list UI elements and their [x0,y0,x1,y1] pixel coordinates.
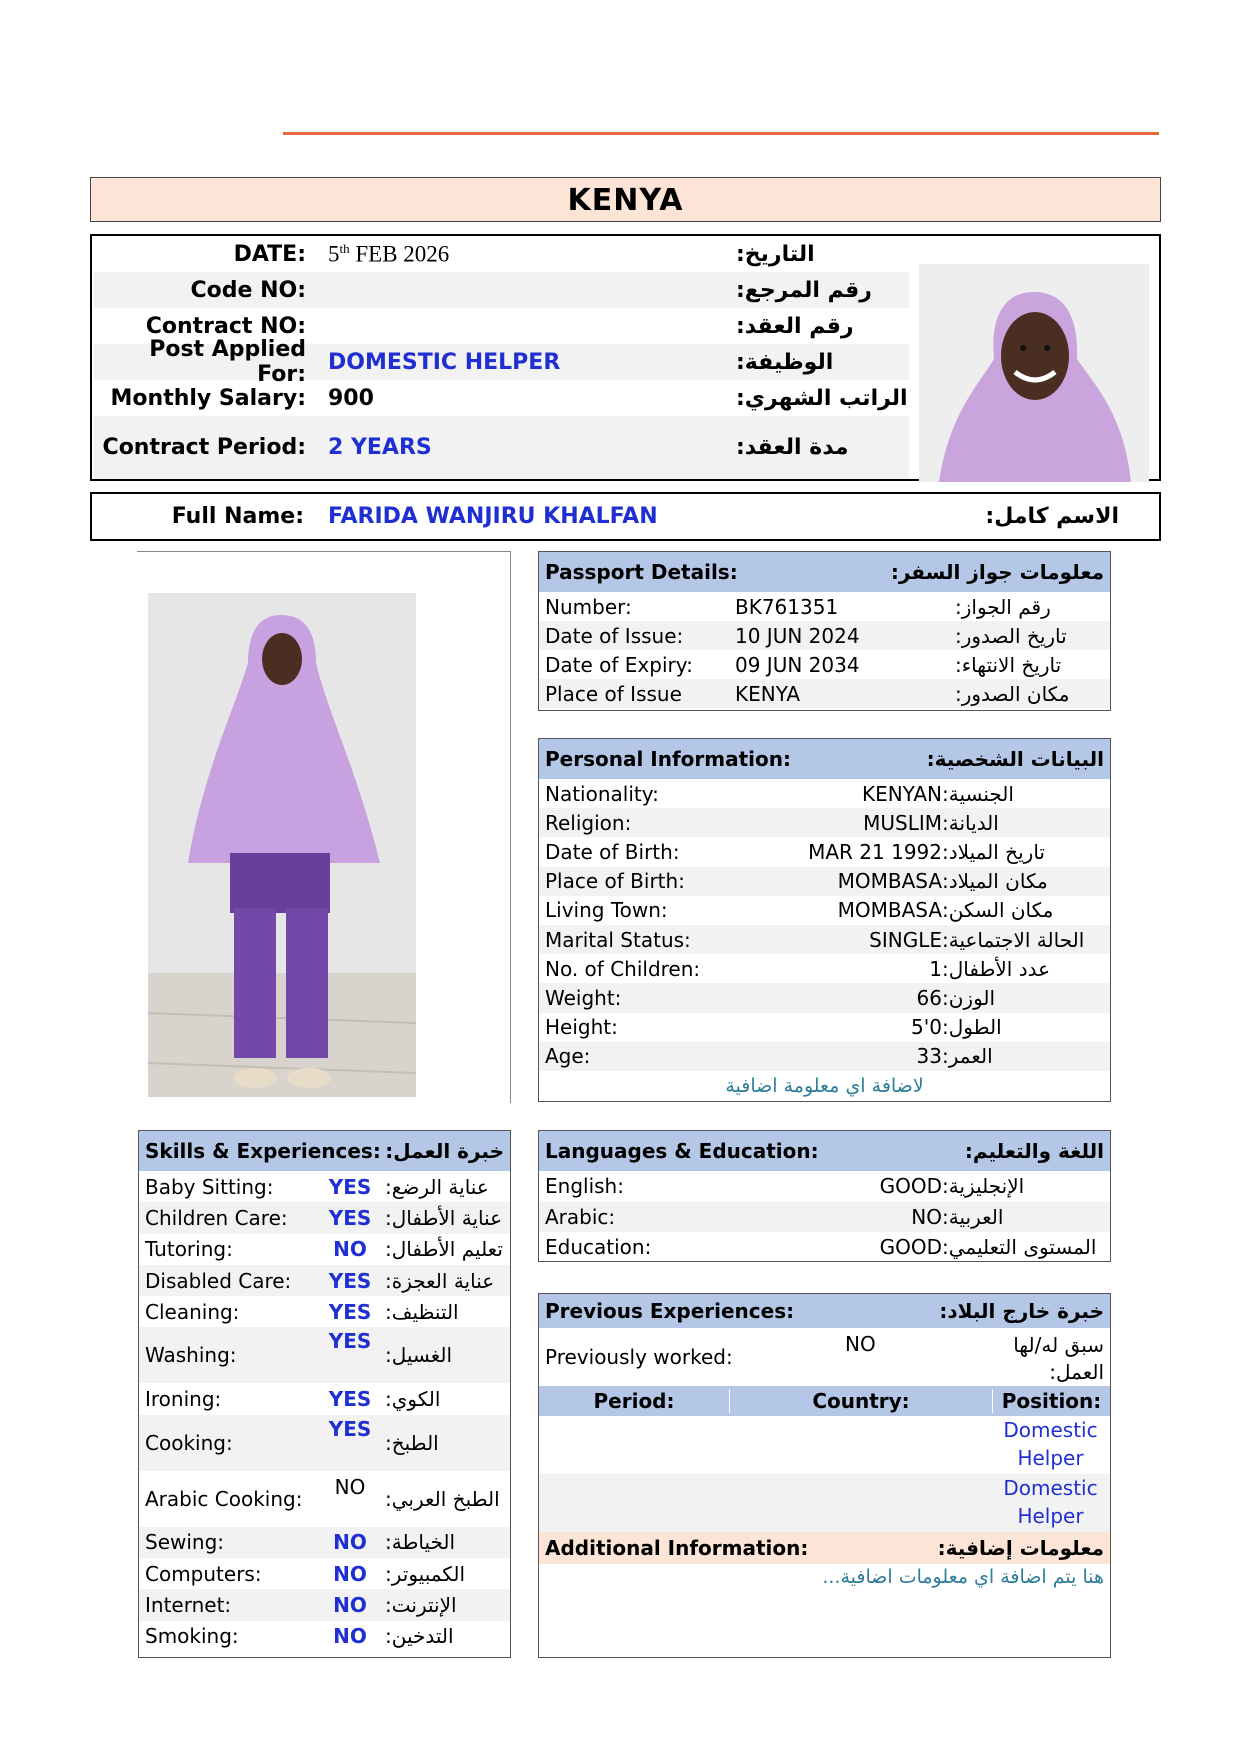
salary-label: Monthly Salary: [110,385,306,411]
skill-label: Sewing: [145,1530,225,1555]
header-box [90,234,1161,481]
skills-panel [138,1130,511,1658]
period-value: 2 YEARS [328,435,432,460]
skill-row [139,1171,510,1202]
skill-value: YES [328,1329,372,1354]
passport-label: Date of Issue: [545,623,684,648]
personal-label-ar: الحالة الاجتماعية: [942,927,1085,952]
personal-value: 33 [916,1044,942,1069]
skill-label: Internet: [145,1593,232,1618]
country-title: KENYA [90,177,1161,222]
personal-row [539,983,1110,1012]
skill-row [139,1415,510,1471]
skill-row [139,1621,510,1652]
skill-value: NO [333,1561,367,1586]
full-name-value: FARIDA WANJIRU KHALFAN [328,504,658,529]
personal-row [539,1013,1110,1042]
personal-row [539,954,1110,983]
position-line: Domestic [1003,1476,1098,1500]
personal-note: لاضافة اي معلومة اضافية [725,1074,924,1097]
full-name-box [90,492,1161,541]
personal-label: Nationality: [545,781,659,806]
personal-label: No. of Children: [545,956,701,981]
experience-country [729,1416,991,1474]
personal-title-ar: البيانات الشخصية: [926,747,1104,771]
post-value: DOMESTIC HELPER [328,349,561,375]
skill-label: Baby Sitting: [145,1174,274,1199]
language-label: Education: [545,1235,652,1260]
passport-label: Place of Issue [545,681,682,706]
position-line: Helper [1017,1446,1084,1470]
passport-label-ar: رقم الجواز: [955,594,1051,619]
personal-row [539,1042,1110,1071]
skill-row [139,1265,510,1296]
skill-value: YES [328,1416,372,1441]
experience-row [539,1474,1110,1532]
date-label-ar: التاريخ: [736,241,815,267]
contract-label-ar: رقم العقد: [736,313,854,339]
headshot-photo [919,264,1149,482]
skill-value: YES [328,1387,372,1412]
skills-header [139,1131,510,1171]
skill-row [139,1527,510,1558]
skill-row [139,1383,510,1414]
personal-value: KENYAN [861,781,942,806]
personal-value: MUSLIM [863,810,942,835]
passport-row [539,592,1110,621]
skill-label-ar: الخياطة: [385,1530,456,1555]
skill-row [139,1296,510,1327]
personal-label-ar: الطول: [942,1015,1002,1040]
passport-row [539,650,1110,679]
language-label-ar: الإنجليزية: [942,1174,1025,1199]
passport-header [539,552,1110,592]
skill-row [139,1234,510,1265]
code-row [94,272,909,308]
experience-period [539,1416,729,1474]
period-label-ar: مدة العقد: [736,435,849,460]
personal-label: Age: [545,1044,591,1069]
personal-label: Weight: [545,985,622,1010]
language-row [539,1202,1110,1233]
skill-value: NO [333,1530,367,1555]
languages-header [539,1131,1110,1171]
language-label-ar: المستوى التعليمي: [942,1235,1097,1260]
period-label: Contract Period: [102,435,306,460]
experience-table-header [539,1386,1110,1416]
skill-label: Computers: [145,1561,262,1586]
language-row [539,1171,1110,1202]
skill-row [139,1327,510,1383]
top-rule [283,132,1159,135]
previous-title-ar: خبرة خارج البلاد: [939,1299,1104,1323]
skill-label-ar: عناية الرضع: [385,1174,489,1199]
passport-value: BK761351 [735,594,839,619]
skill-value: YES [328,1299,372,1324]
period-row [94,416,909,479]
personal-value: SINGLE [869,927,942,952]
contract-label: Contract NO: [145,313,306,339]
skill-row [139,1558,510,1589]
position-line: Helper [1017,1504,1084,1528]
full-name-label: Full Name: [171,504,304,529]
salary-value: 900 [328,385,374,411]
skill-label: Washing: [145,1343,237,1368]
personal-row [539,779,1110,808]
passport-value: 09 JUN 2034 [735,652,860,677]
personal-label-ar: الوزن: [942,985,996,1010]
post-label-ar: الوظيفة: [736,349,834,375]
passport-value: 10 JUN 2024 [735,623,860,648]
personal-label-ar: الديانة: [942,810,999,835]
skill-label: Smoking: [145,1624,239,1649]
personal-header [539,739,1110,779]
additional-title: Additional Information: [545,1536,809,1560]
passport-row [539,621,1110,650]
personal-value: 1 [929,956,942,981]
personal-row [539,925,1110,954]
personal-label-ar: العمر: [942,1044,993,1069]
full-name-label-ar: الاسم كامل: [985,504,1119,529]
previous-panel [538,1293,1111,1658]
previously-worked-row [539,1328,1110,1386]
personal-panel [538,738,1111,1102]
personal-row [539,837,1110,866]
skill-label-ar: الإنترنت: [385,1593,457,1618]
experience-position [991,1416,1110,1474]
personal-value: 66 [916,985,942,1010]
language-value: GOOD [879,1235,942,1260]
passport-row [539,679,1110,708]
code-label-ar: رقم المرجع: [736,277,872,303]
previously-worked-value: NO [845,1332,876,1356]
language-value: NO [911,1204,942,1229]
previous-title: Previous Experiences: [545,1299,795,1323]
skill-value: YES [328,1205,372,1230]
salary-label-ar: الراتب الشهري: [736,385,908,411]
language-label: Arabic: [545,1204,616,1229]
language-value: GOOD [879,1174,942,1199]
passport-label-ar: تاريخ الانتهاء: [955,652,1062,677]
languages-panel [538,1130,1111,1262]
passport-label-ar: تاريخ الصدور: [955,623,1067,648]
skills-title: Skills & Experiences: [145,1139,381,1163]
skill-value: NO [334,1474,366,1499]
passport-title: Passport Details: [545,560,738,584]
skill-row [139,1471,510,1527]
code-label: Code NO: [190,277,306,303]
post-label: Post Applied For: [149,337,306,387]
languages-title-ar: اللغة والتعليم: [964,1139,1104,1163]
experience-period [539,1474,729,1532]
personal-row [539,896,1110,925]
additional-title-ar: معلومات إضافية: [937,1536,1104,1560]
additional-header [539,1532,1110,1564]
personal-row [539,808,1110,837]
skill-label: Arabic Cooking: [145,1486,303,1511]
post-row [94,337,909,387]
full-body-photo [148,593,416,1097]
skill-value: NO [333,1624,367,1649]
skill-value: NO [333,1593,367,1618]
skill-label: Ironing: [145,1387,222,1412]
personal-label-ar: تاريخ الميلاد: [942,839,1045,864]
passport-title-ar: معلومات جواز السفر: [890,560,1104,584]
skill-label: Disabled Care: [145,1268,292,1293]
personal-value: MOMBASA [837,898,942,923]
skill-label-ar: عناية العجزة: [385,1268,495,1293]
skill-row [139,1589,510,1620]
skill-label-ar: الكوي: [385,1387,441,1412]
skill-label-ar: التنظيف: [385,1299,459,1324]
position-line: Domestic [1003,1418,1098,1442]
previously-worked-label-ar: سبق له/لها العمل: [1013,1333,1104,1384]
personal-label: Living Town: [545,898,668,923]
skill-label: Cooking: [145,1430,233,1455]
skill-label-ar: الطبخ العربي: [385,1486,500,1511]
skill-label-ar: الطبخ: [385,1430,439,1455]
skill-label-ar: الكمبيوتر: [385,1561,465,1586]
col-country: Country: [730,1389,993,1413]
col-period: Period: [539,1389,730,1413]
col-position: Position: [1001,1389,1102,1413]
language-row [539,1232,1110,1263]
personal-value: MOMBASA [837,869,942,894]
personal-label-ar: الجنسية: [942,781,1014,806]
personal-row [539,867,1110,896]
experience-row [539,1416,1110,1474]
date-label: DATE: [233,241,306,267]
language-label-ar: العربية: [942,1204,1004,1229]
personal-label-ar: مكان السكن: [942,898,1054,923]
personal-label: Height: [545,1015,618,1040]
skill-value: YES [328,1174,372,1199]
skill-label-ar: التدخين: [385,1624,454,1649]
skill-label-ar: الغسيل: [385,1343,453,1368]
skill-label-ar: تعليم الأطفال: [385,1237,503,1262]
experience-country [729,1474,991,1532]
passport-label-ar: مكان الصدور: [955,681,1070,706]
passport-value: KENYA [735,681,801,706]
previous-header [539,1294,1110,1328]
skill-label: Cleaning: [145,1299,240,1324]
passport-label: Number: [545,594,632,619]
skill-value: NO [333,1237,367,1262]
passport-label: Date of Expiry: [545,652,693,677]
personal-label: Date of Birth: [545,839,680,864]
skill-value: YES [328,1268,372,1293]
skill-label: Tutoring: [145,1237,233,1262]
date-row [94,236,909,272]
personal-value: MAR 21 1992 [808,839,942,864]
experience-position [991,1474,1110,1532]
personal-title: Personal Information: [545,747,791,771]
skill-label-ar: عناية الأطفال: [385,1205,503,1230]
salary-row [94,380,909,416]
languages-title: Languages & Education: [545,1139,819,1163]
personal-label: Place of Birth: [545,869,685,894]
personal-label: Religion: [545,810,632,835]
language-label: English: [545,1174,624,1199]
additional-note: هنا يتم اضافة اي معلومات اضافية... [822,1566,1104,1588]
personal-label-ar: مكان الميلاد: [942,869,1048,894]
passport-panel [538,551,1111,711]
personal-label: Marital Status: [545,927,691,952]
skills-title-ar: خبرة العمل: [385,1139,504,1163]
previously-worked-label: Previously worked: [545,1345,733,1369]
skill-row [139,1202,510,1233]
personal-label-ar: عدد الأطفال: [942,956,1051,981]
date-value: 5th FEB 2026 [328,240,450,267]
skill-label: Children Care: [145,1205,288,1230]
personal-value: 5'0 [911,1015,942,1040]
